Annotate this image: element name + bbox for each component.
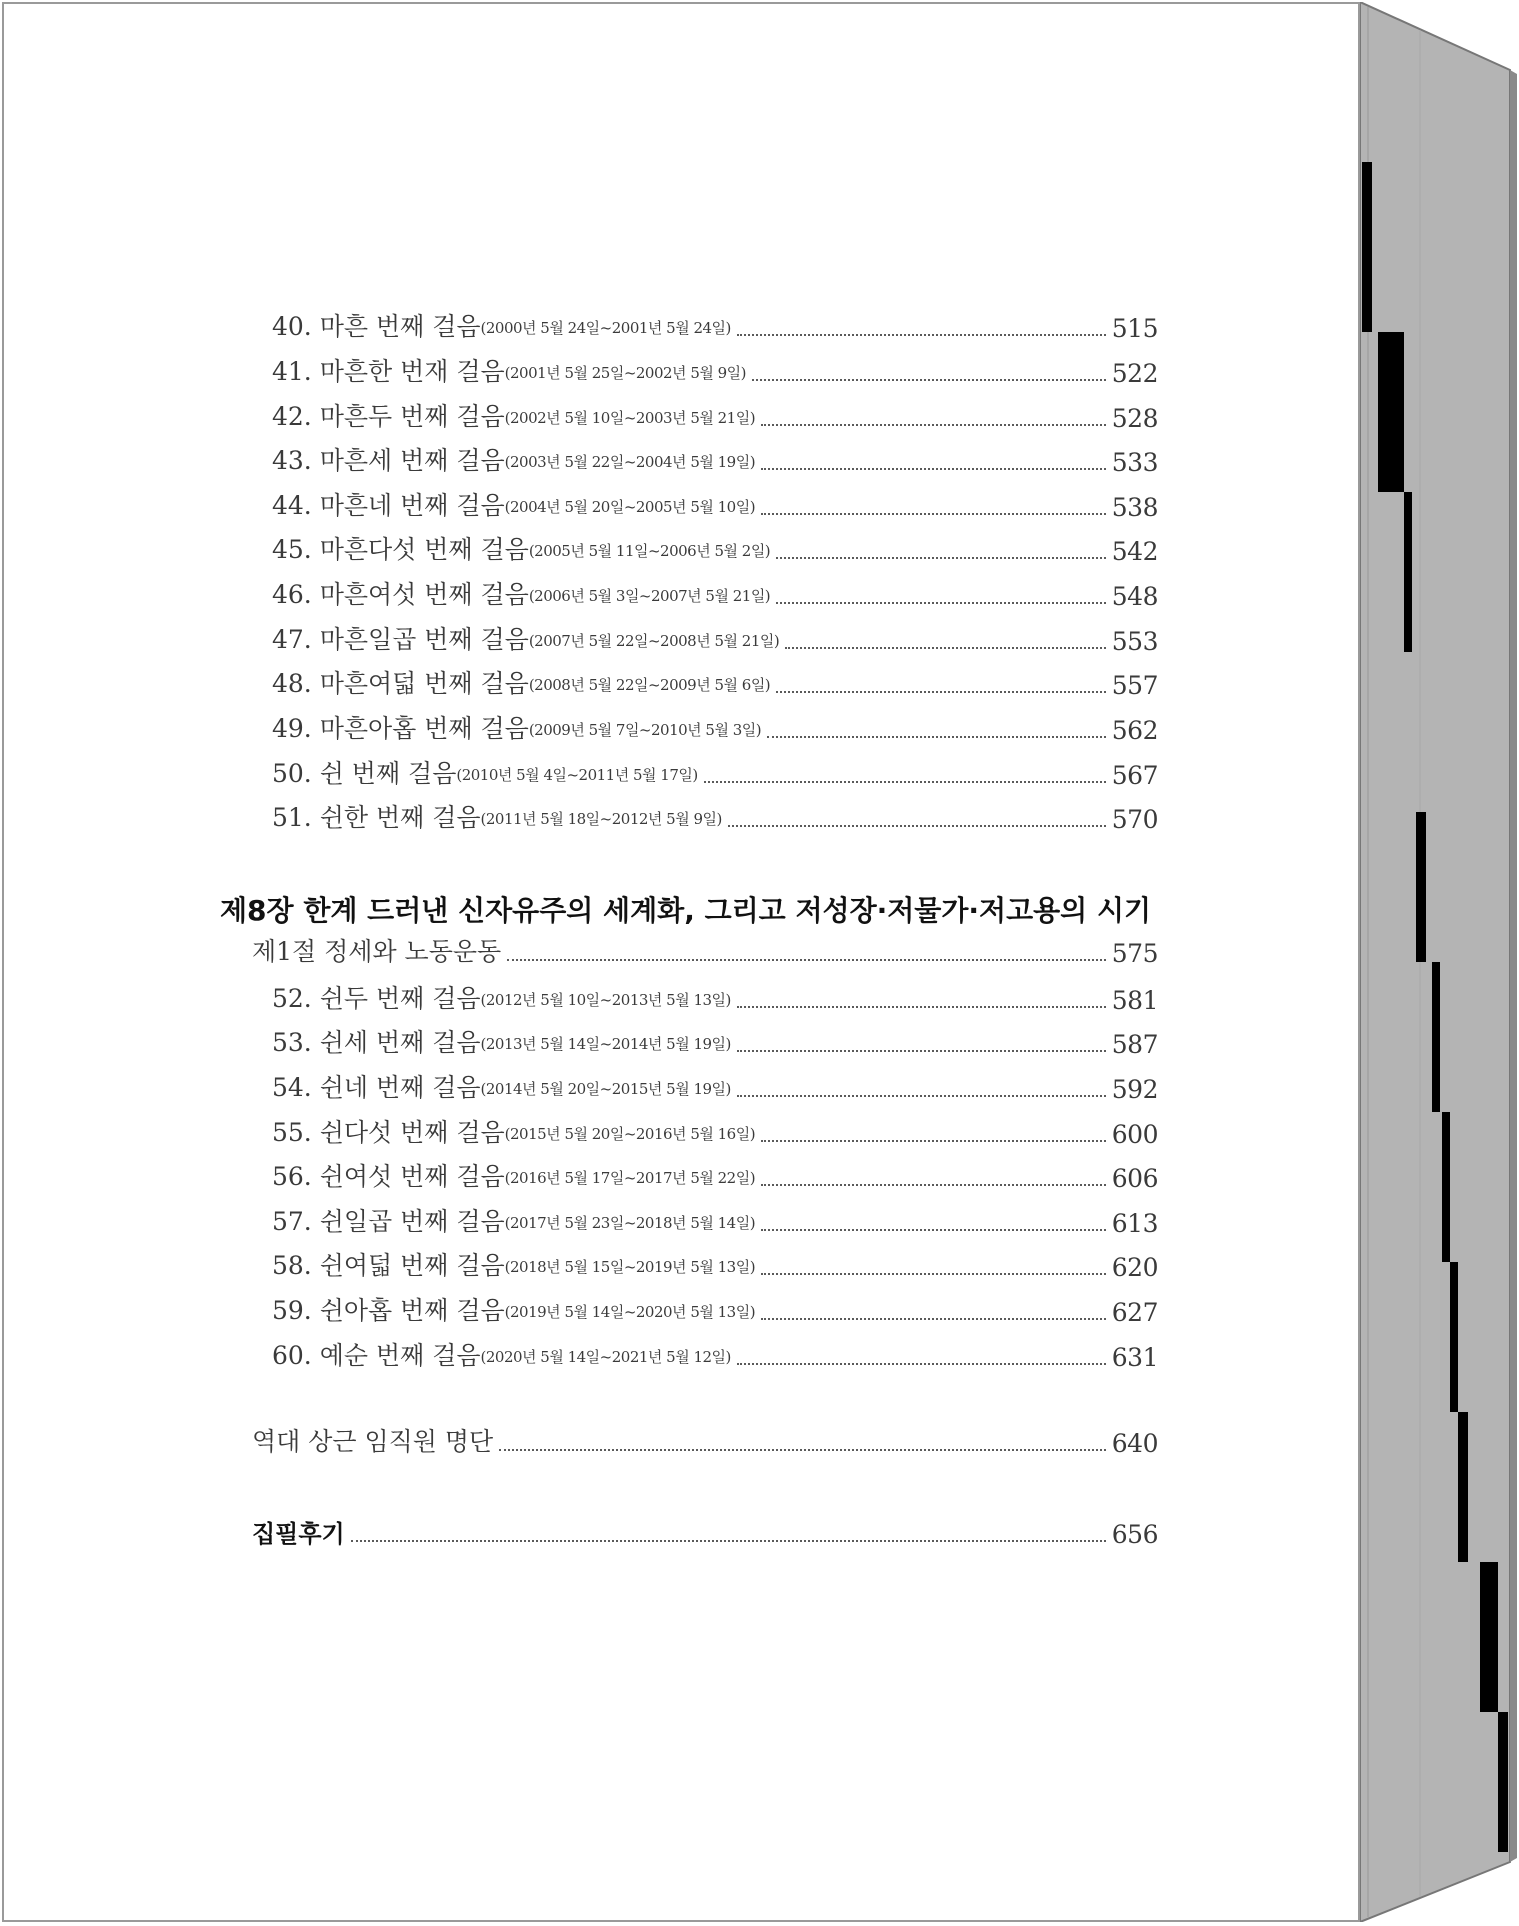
chapter-heading[interactable]: 제8장 한계 드러낸 신자유주의 세계화, 그리고 저성장·저물가·저고용의 시기 xyxy=(220,894,1152,927)
toc-entry-dates: (2016년 5월 17일~2017년 5월 22일) xyxy=(504,1169,756,1187)
toc-entry-dates: (2003년 5월 22일~2004년 5월 19일) xyxy=(504,453,756,471)
thumb-index-mark xyxy=(1404,492,1412,652)
toc-page-number: 567 xyxy=(1111,761,1158,790)
dot-leader xyxy=(507,959,1106,961)
dot-leader xyxy=(761,424,1106,426)
dot-leader xyxy=(776,691,1106,693)
toc-page-number: 557 xyxy=(1111,671,1158,700)
thumb-index-mark xyxy=(1480,1562,1498,1712)
toc-entry-title: 48. 마흔여덟 번째 걸음 xyxy=(272,669,529,698)
toc-entry[interactable] xyxy=(272,354,1158,388)
toc-entry[interactable] xyxy=(272,488,1158,522)
toc-page-number: 528 xyxy=(1111,404,1158,433)
dot-leader xyxy=(737,334,1106,336)
toc-page-number: 613 xyxy=(1111,1209,1158,1238)
toc-entry-title: 51. 쉰한 번째 걸음 xyxy=(272,803,481,832)
dot-leader xyxy=(767,736,1106,738)
toc-page-number: 627 xyxy=(1111,1298,1158,1327)
toc-entry-title: 46. 마흔여섯 번째 걸음 xyxy=(272,580,529,609)
toc-entry-title: 43. 마흔세 번째 걸음 xyxy=(272,446,505,475)
toc-entry-dates: (2018년 5월 15일~2019년 5월 13일) xyxy=(504,1258,756,1276)
toc-entry[interactable] xyxy=(272,1248,1158,1282)
toc-entry[interactable] xyxy=(272,666,1158,700)
toc-entry-dates: (2019년 5월 14일~2020년 5월 13일) xyxy=(504,1303,756,1321)
dot-leader xyxy=(761,1229,1106,1231)
toc-page-number: 533 xyxy=(1111,448,1158,477)
toc-entry[interactable] xyxy=(272,309,1158,343)
toc-entry-dates: (2001년 5월 25일~2002년 5월 9일) xyxy=(504,364,747,382)
toc-entry-title: 42. 마흔두 번째 걸음 xyxy=(272,402,505,431)
toc-entry[interactable] xyxy=(272,443,1158,477)
toc-entry[interactable] xyxy=(272,1025,1158,1059)
toc-entry-title: 53. 쉰세 번째 걸음 xyxy=(272,1028,481,1057)
thumb-index-mark xyxy=(1458,1412,1468,1562)
toc-page-number: 640 xyxy=(1111,1429,1158,1458)
toc-page-number: 562 xyxy=(1111,716,1158,745)
toc-page-number: 581 xyxy=(1111,986,1158,1015)
dot-leader xyxy=(776,557,1106,559)
toc-entry-title: 44. 마흔네 번째 걸음 xyxy=(272,491,505,520)
toc-page-number: 570 xyxy=(1111,805,1158,834)
toc-entry-title: 49. 마흔아홉 번째 걸음 xyxy=(272,714,529,743)
toc-entry[interactable] xyxy=(272,1159,1158,1193)
toc-page-number: 606 xyxy=(1111,1164,1158,1193)
toc-entry-dates: (2005년 5월 11일~2006년 5월 2일) xyxy=(528,542,771,560)
thumb-index-mark xyxy=(1442,1112,1450,1262)
toc-entry-dates: (2004년 5월 20일~2005년 5월 10일) xyxy=(504,498,756,516)
toc-page-number: 600 xyxy=(1111,1120,1158,1149)
dot-leader xyxy=(351,1540,1106,1542)
toc-entry-title: 60. 예순 번째 걸음 xyxy=(272,1341,481,1370)
toc-page-number: 587 xyxy=(1111,1030,1158,1059)
toc-entry-dates: (2009년 5월 7일~2010년 5월 3일) xyxy=(528,721,762,739)
book-page xyxy=(2,2,1360,1922)
toc-entry[interactable] xyxy=(272,711,1158,745)
toc-entry-title: 55. 쉰다섯 번째 걸음 xyxy=(272,1118,505,1147)
toc-entry[interactable] xyxy=(272,981,1158,1015)
toc-section[interactable] xyxy=(252,934,1158,968)
toc-entry-title: 50. 쉰 번째 걸음 xyxy=(272,759,457,788)
dot-leader xyxy=(737,1363,1106,1365)
dot-leader xyxy=(499,1449,1106,1451)
toc-entry[interactable] xyxy=(272,399,1158,433)
toc-entry-title: 56. 쉰여섯 번째 걸음 xyxy=(272,1162,505,1191)
thumb-index-mark xyxy=(1362,162,1372,332)
toc-entry-title: 52. 쉰두 번째 걸음 xyxy=(272,984,481,1013)
thumb-index-mark xyxy=(1498,1712,1508,1852)
toc-entry-title: 40. 마흔 번째 걸음 xyxy=(272,312,481,341)
toc-page-number: 548 xyxy=(1111,582,1158,611)
dot-leader xyxy=(761,468,1106,470)
toc-entry-dates: (2008년 5월 22일~2009년 5월 6일) xyxy=(528,676,771,694)
toc-entry-title: 54. 쉰네 번째 걸음 xyxy=(272,1073,481,1102)
table-of-contents xyxy=(4,4,1358,1920)
toc-entry-dates: (2013년 5월 14일~2014년 5월 19일) xyxy=(480,1035,731,1053)
dot-leader xyxy=(737,1050,1106,1052)
thumb-index-mark xyxy=(1378,332,1404,492)
toc-page-number: 515 xyxy=(1111,314,1158,343)
toc-afterword-title: 집필후기 xyxy=(252,1520,345,1548)
toc-entry-title: 41. 마흔한 번재 걸음 xyxy=(272,357,505,386)
toc-entry-title: 58. 쉰여덟 번째 걸음 xyxy=(272,1251,505,1280)
toc-entry[interactable] xyxy=(272,1204,1158,1238)
toc-entry-dates: (2012년 5월 10일~2013년 5월 13일) xyxy=(480,991,731,1009)
toc-entry-title: 59. 쉰아홉 번째 걸음 xyxy=(272,1296,505,1325)
toc-page-number: 656 xyxy=(1111,1520,1158,1549)
toc-entry-dates: (2017년 5월 23일~2018년 5월 14일) xyxy=(504,1214,756,1232)
toc-entry-dates: (2000년 5월 24일~2001년 5월 24일) xyxy=(480,319,731,337)
toc-entry-dates: (2015년 5월 20일~2016년 5월 16일) xyxy=(504,1125,756,1143)
toc-roster-title: 역대 상근 임직원 명단 xyxy=(252,1427,494,1456)
toc-page-number: 538 xyxy=(1111,493,1158,522)
dot-leader xyxy=(776,602,1106,604)
toc-entry[interactable] xyxy=(272,1070,1158,1104)
toc-page-number: 592 xyxy=(1111,1075,1158,1104)
toc-entry-dates: (2011년 5월 18일~2012년 5월 9일) xyxy=(480,810,722,828)
thumb-index-mark xyxy=(1416,812,1426,962)
toc-entry[interactable] xyxy=(272,577,1158,611)
toc-entry[interactable] xyxy=(272,1115,1158,1149)
toc-page-number: 631 xyxy=(1111,1343,1158,1372)
toc-entry[interactable] xyxy=(272,756,1158,790)
toc-entry-dates: (2010년 5월 4일~2011년 5월 17일) xyxy=(456,766,698,784)
dot-leader xyxy=(761,513,1106,515)
dot-leader xyxy=(785,647,1106,649)
toc-entry[interactable] xyxy=(272,800,1158,834)
toc-page-number: 620 xyxy=(1111,1253,1158,1282)
toc-page-number: 542 xyxy=(1111,537,1158,566)
toc-page-number: 553 xyxy=(1111,627,1158,656)
toc-entry-title: 47. 마흔일곱 번째 걸음 xyxy=(272,625,529,654)
toc-entry-dates: (2006년 5월 3일~2007년 5월 21일) xyxy=(528,587,771,605)
book-side-edge xyxy=(1360,2,1517,1922)
toc-entry[interactable] xyxy=(272,532,1158,566)
toc-entry-dates: (2007년 5월 22일~2008년 5월 21일) xyxy=(528,632,780,650)
toc-section-title: 제1절 정세와 노동운동 xyxy=(252,937,502,966)
dot-leader xyxy=(761,1184,1106,1186)
toc-entry-dates: (2014년 5월 20일~2015년 5월 19일) xyxy=(480,1080,731,1098)
dot-leader xyxy=(728,825,1106,827)
dot-leader xyxy=(737,1006,1106,1008)
toc-entry-dates: (2002년 5월 10일~2003년 5월 21일) xyxy=(504,409,756,427)
toc-entry[interactable] xyxy=(272,1338,1158,1372)
toc-entry-title: 45. 마흔다섯 번째 걸음 xyxy=(272,535,529,564)
dot-leader xyxy=(761,1318,1106,1320)
dot-leader xyxy=(737,1095,1106,1097)
toc-entry[interactable] xyxy=(272,1293,1158,1327)
thumb-index-mark xyxy=(1450,1262,1458,1412)
toc-roster[interactable] xyxy=(252,1424,1158,1458)
toc-entry[interactable] xyxy=(272,622,1158,656)
toc-afterword[interactable] xyxy=(252,1515,1158,1549)
dot-leader xyxy=(761,1273,1106,1275)
toc-entry-dates: (2020년 5월 14일~2021년 5월 12일) xyxy=(480,1348,731,1366)
dot-leader xyxy=(752,379,1106,381)
toc-page-number: 522 xyxy=(1111,359,1158,388)
dot-leader xyxy=(761,1140,1106,1142)
edge-shadow xyxy=(1510,70,1517,1862)
thumb-index-mark xyxy=(1432,962,1440,1112)
toc-page-number: 575 xyxy=(1111,939,1158,968)
dot-leader xyxy=(704,781,1106,783)
toc-entry-title: 57. 쉰일곱 번째 걸음 xyxy=(272,1207,505,1236)
